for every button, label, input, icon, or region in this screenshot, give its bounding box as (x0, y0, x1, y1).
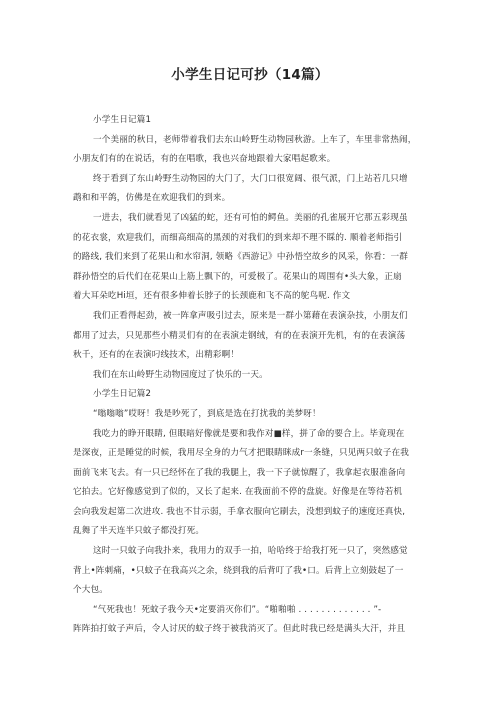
paragraph-line: 个大包。 (73, 585, 108, 596)
paragraph-line: 群孙悟空的后代们在花果山上筋上飘下的，可爱极了。花果山的周围有•头大象，正扇 (73, 271, 402, 282)
paragraph-line: 鹉和和平鸽，仿佛是在欢迎我们的到来。 (73, 193, 231, 204)
paragraph-line: 乱舞了半天连半只蚊子都没打死。 (73, 526, 205, 537)
paragraph-line: 背上•阵刺痛，•只蚊子在我高兴之余，绕到我的后背叮了我•口。后背上立刻鼓起了一 (73, 565, 404, 576)
paragraph-line: 我吃力的睁开眼睛, 但眼暗好像就是要和我作对■样，拼了命的要合上。毕竟现在 (93, 428, 405, 439)
paragraph-line: “嗡嗡嗡”哎呀！我是吵死了，到底是选在打扰我的美梦呀！ (93, 408, 321, 419)
paragraph-line: 面前飞来飞去。有一只已经怀在了我的我腿上，我一下子就惊醒了，我拿起衣服准备向 (73, 467, 406, 478)
paragraph-line: 着大耳朵吃Hi垣，还有很多伸着长脖子的长颈鹿和飞不高的鸵鸟呢. 作文 (73, 291, 351, 302)
paragraph-line: 一进去，我们就看见了凶猛的蛇，还有可怕的鳄鱼。美丽的孔雀展开它那五彩现虽 (93, 212, 408, 223)
document-title: 小学生日记可抄（14篇） (171, 67, 329, 83)
document-body (73, 111, 423, 640)
paragraph-line: 小朋友们有的在说话，有的在唱歌，我也兴奋地跟着大家唱起歌来。 (73, 154, 336, 165)
paragraph-line: 的花衣裳，欢迎我们，而细高细高的黑颈的对我们的到来却不理不睬的. 顺着老师指引 (73, 232, 403, 243)
section-heading: 小学生日记篇2 (93, 389, 152, 400)
paragraph-line: 秋千，还有的在表演叼线技术，出精彩啊！ (73, 350, 240, 361)
section-heading: 小学生日记篇1 (93, 115, 152, 125)
paragraph-line: 的路线, 我们来到了花果山和水帘洞, 领略《西游记》中孙悟空故乡的风采，你看：一群 (73, 252, 409, 263)
paragraph-line: 终于看到了东山岭野生动物园的大门了，大门口很宽阔、很气派，门上站若几只增 (93, 173, 408, 184)
paragraph-line: 一个美丽的秋日，老师带着我们去东山岭野生动物园秋游。上车了，车里非常热闹， (93, 134, 417, 145)
paragraph-line: 我们正看得起劲，被一阵拿声吸引过去，原来是一群小第藉在表演杂技，小朋友们 (93, 310, 408, 321)
paragraph-line: 阵阵拍打蚊子声后，令人讨厌的蚊子终于被我消灭了。但此时我已经是满头大汗，并且 (73, 624, 406, 635)
paragraph-line: 它拍去。它好像感觉到了似的，又长了起来. 在我面前不停的盘旋。好像是在等待若机 (73, 487, 403, 498)
paragraph-line: 都用了过去，只见那些小精灵们有的在表演走钢绒，有的在表演开先机，有的在表演荡 (73, 330, 406, 341)
paragraph-line: 这时一只蚊子向我扑来，我用力的双手一拍，哈哈终于给我打死一只了，突然感觉 (93, 546, 408, 557)
paragraph-line: 是深夜，正是睡觉的时候，我用尽全身的力气才把眼睛眯成r一条缝，只见两只蚊子在我 (73, 448, 409, 459)
paragraph-line: “气死我也！死蚊子我今天•定要消灭你们”。“啪啪啪 . . . . . . . . . . . . . ”- (93, 604, 382, 615)
paragraph-line: 我们在东山岭野生动物园度过了快乐的一天。 (93, 369, 268, 380)
paragraph-line: 会向我发起第二次进攻. 我也不甘示弱，手拿衣服向它刷去，没想到蚊子的速度还真快, (73, 506, 406, 517)
